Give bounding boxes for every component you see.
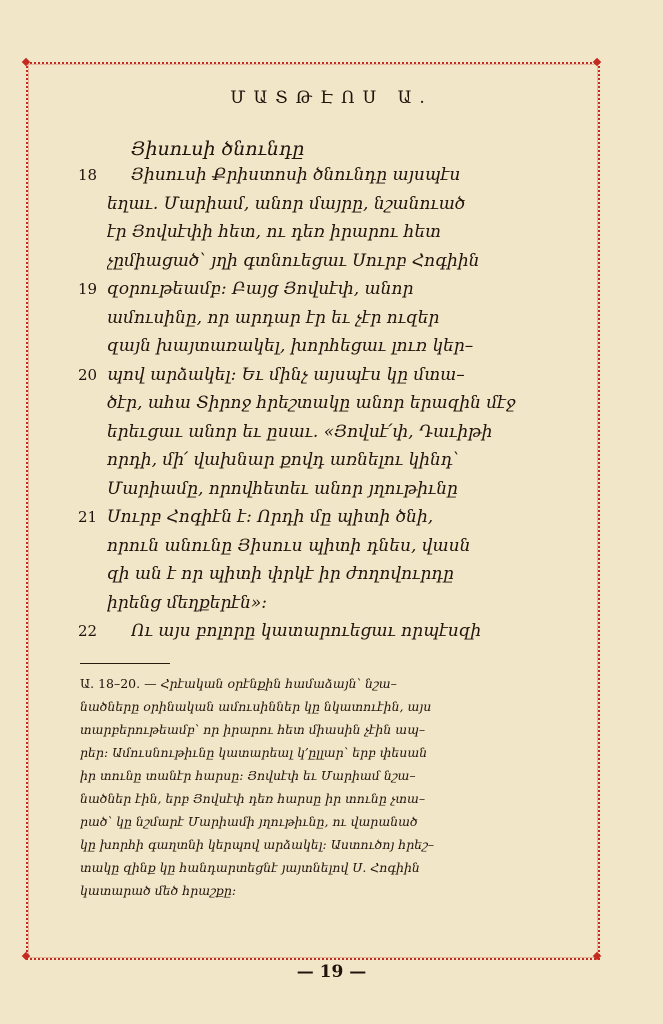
verse-number: 19 <box>78 280 98 298</box>
footnote-text: րեր: Ամուսնութիւնը կատարեալ կ՚ըլլար՝ երբ փեսան <box>80 745 428 760</box>
footnote-text: տարբերութեամբ՝ որ իրարու հետ միասին չէին ապ– <box>80 722 426 737</box>
verse-line: եղաւ. Մարիամ, անոր մայրը, նշանուած <box>107 194 466 214</box>
verse-line: որուն անունը Յիսուս պիտի դնես, վասն <box>107 536 471 556</box>
footnote-line <box>80 813 542 830</box>
verse-line: զի ան է որ պիտի փրկէ իր ժողովուրդը <box>107 564 454 584</box>
footnote-line <box>80 675 542 692</box>
footnote-line <box>80 836 542 853</box>
verse-line: Յիսուսի Քրիստոսի ծնունդը այսպէս <box>131 165 461 185</box>
footnote-line <box>80 859 542 876</box>
footnote-text: տակը զինք կը հանդարտեցնէ յայտնելով Ս. Հոգիին <box>80 860 420 875</box>
verse-number: 22 <box>78 622 98 640</box>
verse-number: 21 <box>78 508 98 526</box>
verse-line: Ու այս բոլորը կատարուեցաւ որպէսզի <box>131 621 482 641</box>
footnote-line <box>80 790 542 807</box>
footnote-reference: Ա. 18–20. <box>80 676 145 691</box>
verse-line: զայն խայտառակել, խորհեցաւ լուռ կեր– <box>107 336 474 356</box>
footnote-line <box>80 698 542 715</box>
footnote-text: նածներ էին, երբ Յովսէփ դեռ հարսը իր տունը չտա– <box>80 791 426 806</box>
footnote-rule <box>80 663 170 664</box>
footnote-line <box>80 882 542 899</box>
footnote-line <box>80 744 542 761</box>
verse-line: Մարիամը, որովհետեւ անոր յղութիւնը <box>107 479 458 499</box>
verse-line: Սուրբ Հոգիէն է: Որդի մը պիտի ծնի, <box>107 507 434 527</box>
page-number: — 19 — <box>296 962 367 982</box>
running-head: ՄԱՏԹԷՈՍ Ա. <box>230 88 433 108</box>
footnote-text: կը խորհի գաղտնի կերպով արձակել: Աստուծոյ հրեշ– <box>80 837 435 852</box>
verse-line: զօրութեամբ: Բայց Յովսէփ, անոր <box>107 279 414 299</box>
footnote-line <box>80 767 542 784</box>
footnote-text: նածները օրինական ամուսիններ կը նկատուէին, այս <box>80 699 432 714</box>
footnote-text: — Հրէական օրէնքին համաձայն՝ նշա– <box>144 676 397 691</box>
verse-line: էր Յովսէփի հետ, ու դեռ իրարու հետ <box>107 222 441 242</box>
verse-line: չըմիացած՝ յղի գտնուեցաւ Սուրբ Հոգիին <box>107 251 480 271</box>
verse-number: 18 <box>78 166 98 184</box>
verse-line: երեւցաւ անոր եւ ըսաւ. «Յովսէ՛փ, Դաւիթի <box>107 422 493 442</box>
verse-line: ամուսինը, որ արդար էր եւ չէր ուզեր <box>107 308 440 328</box>
verse-line: ծէր, ահա Տիրոջ հրեշտակը անոր երազին մէջ <box>107 393 516 413</box>
footnote-text: իր տունը տանէր հարսը: Յովսէփ եւ Մարիամ նշա– <box>80 768 416 783</box>
chapter-title: Յիսուսի ծնունդը <box>131 138 305 160</box>
verse-line: որդի, մի՛ վախնար քովդ առնելու կինդ՝ <box>107 450 459 470</box>
footnote-text: կատարած մեծ հրաշքը: <box>80 883 237 898</box>
footnote-line <box>80 721 542 738</box>
verse-line: իրենց մեղքերէն»: <box>107 593 268 613</box>
footnote-text: րած՝ կը նշմարէ Մարիամի յղութիւնը, ու վարանած <box>80 814 418 829</box>
verse-line: պով արձակել: Եւ մինչ այսպէս կը մտա– <box>107 365 465 385</box>
verse-number: 20 <box>78 366 98 384</box>
